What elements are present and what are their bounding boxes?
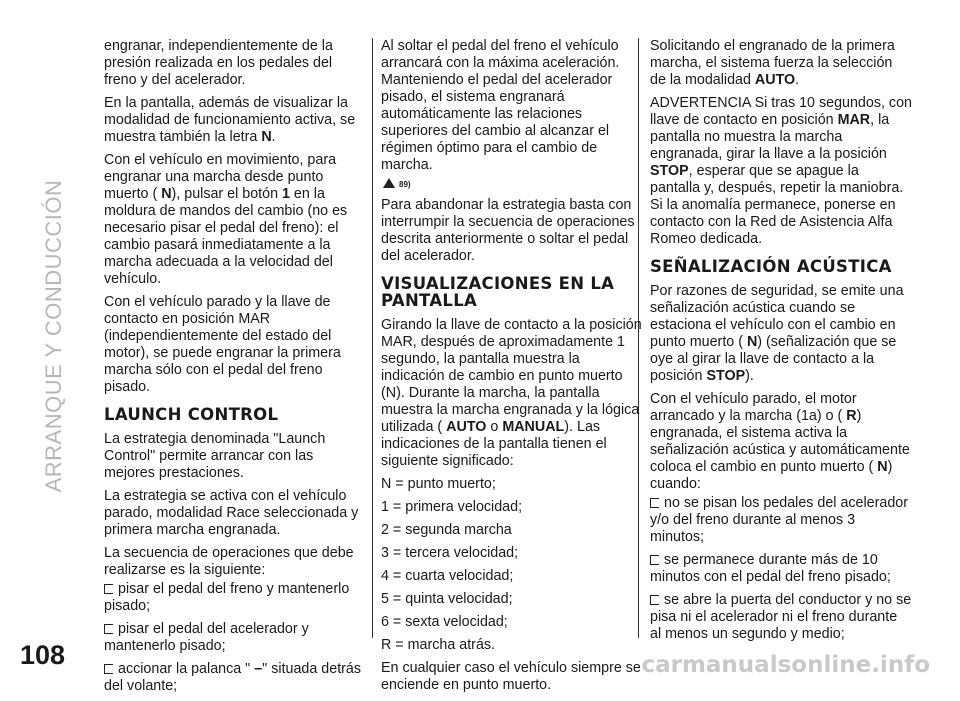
text-run: ADVERTENCIA Si tras 10 segundos, con llave de contacto en posición	[650, 95, 912, 128]
text-run: , esperar que se apague la pantalla y, después, repetir la maniobra. Si la anomalía permanece, ponerse en contacto con la Red de Asistencia Alfa Romeo dedicada.	[650, 163, 904, 247]
letter-n: N	[746, 334, 758, 350]
text-run: Girando la llave de contacto a la posición MAR, después de aproximadamente 1 segundo, la pantalla muestra la indicación de cambio en punto muerto (N). Durante la marcha, la pantalla muestra la marcha engranada y la lógica utilizada (	[381, 317, 642, 435]
list-item-text: pisar el pedal del acelerador y mantenerlo pisado;	[104, 621, 309, 654]
mode-manual: MANUAL	[502, 419, 565, 435]
paragraph	[104, 152, 366, 288]
mode-auto: AUTO	[446, 419, 487, 435]
list-item: 6 = sexta velocidad;	[381, 614, 508, 630]
warning-reference	[383, 176, 643, 193]
list-item	[104, 581, 366, 615]
minus-symbol: –	[254, 661, 263, 677]
list-item-text: no se pisan los pedales del acelerador y/o del freno durante al menos 3 minutos;	[650, 495, 909, 545]
paragraph: La estrategia se activa con el vehículo parado, modalidad Race seleccionada y primera marcha engranada.	[104, 488, 359, 538]
text-run: Con el vehículo en movimiento, para engranar una marcha desde punto muerto (	[104, 152, 337, 202]
list-item: 4 = cuarta velocidad;	[381, 568, 514, 584]
section-heading: SEÑALIZACIÓN ACÚSTICA	[650, 257, 892, 276]
text-run: Con el vehículo parado, el motor arrancado y la marcha (1a) o (	[650, 391, 857, 424]
text-run: o	[486, 419, 503, 435]
text-column-3	[650, 38, 912, 649]
paragraph: engranar, independientemente de la presión realizada en los pedales del freno y del acelerador.	[104, 38, 333, 88]
paragraph	[650, 283, 912, 385]
paragraph: Al soltar el pedal del freno el vehículo arrancará con la máxima aceleración. Manteniendo el pedal del acelerador pisado, el sistema engranará automáticamente las relaciones superiores del cambio al alcanzar el régimen óptimo para el cambio de marcha.	[381, 38, 620, 173]
list-item	[104, 621, 366, 655]
paragraph	[381, 317, 643, 470]
paragraph	[650, 38, 912, 89]
list-item: 2 = segunda marcha	[381, 522, 512, 538]
paragraph: En cualquier caso el vehículo siempre se enciende en punto muerto.	[381, 660, 641, 693]
text-run: .	[271, 129, 276, 145]
bullet-icon	[650, 498, 659, 508]
section-heading: VISUALIZACIONES EN LA PANTALLA	[381, 274, 615, 310]
list-item-text: se permanece durante más de 10 minutos con el pedal del freno pisado;	[650, 552, 891, 585]
text-column-2	[381, 38, 643, 700]
list-item	[650, 495, 912, 546]
mode-auto: AUTO	[754, 72, 796, 88]
list-item-text: accionar la palanca "	[118, 661, 255, 677]
text-run: Por razones de seguridad, se emite una señalización acústica cuando se estaciona el vehículo con el cambio en punto muerto (	[650, 283, 904, 350]
key-position-stop: STOP	[706, 368, 746, 384]
letter-n: N	[161, 186, 172, 202]
paragraph	[104, 95, 366, 146]
list-item: 3 = tercera velocidad;	[381, 545, 519, 561]
paragraph: Con el vehículo parado y la llave de contacto en posición MAR (independientemente del estado del motor), se puede engranar la primera marcha sólo con el pedal del freno pisado.	[104, 294, 341, 395]
text-run: ) (señalización que se oye al girar la llave de contacto a la posición	[650, 334, 897, 384]
text-run: ) engranada, el sistema activa la señalización acústica y automáticamente coloca el cambio en punto muerto (	[650, 408, 910, 475]
section-heading: LAUNCH CONTROL	[104, 405, 279, 424]
section-side-title: ARRANQUE Y CONDUCCIÓN	[41, 179, 66, 493]
list-item-text: " situada detrás del volante;	[104, 661, 362, 694]
bullet-icon	[650, 595, 659, 605]
warning-triangle-icon	[383, 178, 395, 188]
list-item	[650, 592, 912, 643]
letter-n: N	[877, 459, 888, 475]
list-item: R = marcha atrás.	[381, 637, 496, 653]
letter-n: N	[261, 129, 272, 145]
list-item-text: pisar el pedal del freno y mantenerlo pisado;	[104, 581, 350, 614]
site-watermark: carmanualsonline.info	[641, 652, 930, 678]
text-run: Solicitando el engranado de la primera marcha, el sistema fuerza la selección de la modalidad	[650, 38, 895, 88]
paragraph: Para abandonar la estrategia basta con interrumpir la secuencia de operaciones descrita anteriormente o soltar el pedal del acelerador.	[381, 197, 635, 264]
paragraph: La estrategia denominada "Launch Control" permite arrancar con las mejores prestaciones.	[104, 431, 326, 481]
button-ref: 1	[282, 186, 290, 202]
page-number: 108	[20, 640, 66, 670]
list-item: N = punto muerto;	[381, 476, 496, 492]
paragraph: La secuencia de operaciones que debe realizarse es la siguiente:	[104, 545, 354, 578]
key-position-mar: MAR	[837, 112, 871, 128]
paragraph	[650, 391, 912, 493]
text-run: ). Las indicaciones de la pantalla tienen el siguiente significado:	[381, 419, 607, 469]
text-run: En la pantalla, además de visualizar la modalidad de funcionamiento activa, se muestra también la letra	[104, 95, 356, 145]
list-item	[104, 661, 366, 695]
text-run: .	[795, 72, 800, 88]
list-item: 1 = primera velocidad;	[381, 499, 523, 515]
text-run: ), pulsar el botón	[171, 186, 282, 202]
bullet-icon	[650, 555, 659, 565]
text-run: en la moldura de mandos del cambio (no es necesario pisar el pedal del freno): el cambio pasará inmediatamente a la marcha adecuada a la velocidad del vehículo.	[104, 186, 348, 287]
list-item	[650, 552, 912, 586]
bullet-icon	[104, 584, 113, 594]
warning-ref-number: 89)	[399, 180, 411, 189]
paragraph	[650, 95, 912, 248]
bullet-icon	[104, 624, 113, 634]
key-position-stop: STOP	[650, 163, 689, 179]
column-divider	[372, 38, 373, 638]
bullet-icon	[104, 664, 113, 674]
text-run: , la pantalla no muestra la marcha engranada, girar la llave a la posición	[650, 112, 890, 162]
text-run: ).	[745, 368, 754, 384]
list-item-text: se abre la puerta del conductor y no se pisa ni el acelerador ni el freno durante al menos un segundo y medio;	[650, 592, 912, 642]
letter-r: R	[846, 408, 857, 424]
list-item: 5 = quinta velocidad;	[381, 591, 513, 607]
text-column-1	[104, 38, 366, 701]
text-run: ) cuando:	[650, 459, 893, 492]
